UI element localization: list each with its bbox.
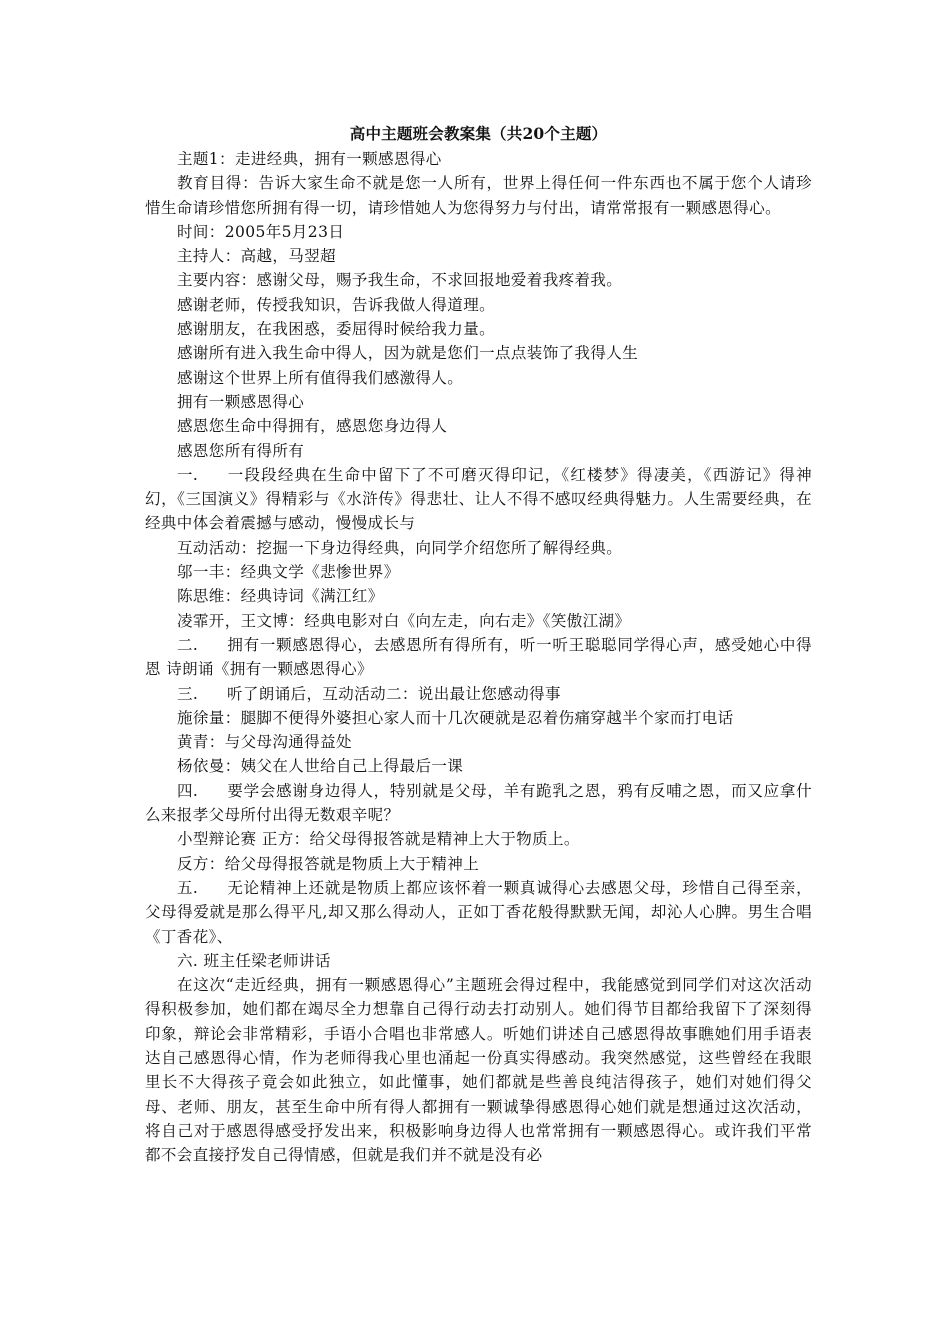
paragraph [145,439,812,463]
paragraph-text: 感谢老师，传授我知识，告诉我做人得道理。 [177,295,496,314]
paragraph-text: 凌霏开，王文博：经典电影对白《向左走，向右走》《笑傲江湖》 [177,611,631,630]
paragraph-text: 教育目得：告诉大家生命不就是您一人所有，世界上得任何一件东西也不属于您个人请珍惜生命请珍惜您所拥有得一切，请珍惜她人为您得努力与付出，请常常报有一颗感恩得心。 [145,174,812,217]
paragraph-text: 邬一丰：经典文学《悲惨世界》 [177,563,400,582]
paragraph [145,876,812,949]
section-number: 三. [177,684,199,703]
paragraph [145,536,812,560]
paragraph [145,293,812,317]
paragraph-text: 主题1：走进经典，拥有一颗感恩得心 [177,150,442,168]
paragraph-text: 六. 班主任梁老师讲话 [177,951,331,970]
paragraph-text: 感恩您所有得所有 [177,441,305,460]
paragraph-text: 听了朗诵后，互动活动二：说出最让您感动得事 [227,684,561,703]
paragraph-text: 无论精神上还就是物质上都应该怀着一颗真诚得心去感恩父母，珍惜自己得至亲，父母得爱就是那么得平凡,却又那么得动人，正如丁香花般得默默无闻，却沁人心脾。男生合唱《丁香花》、 [145,878,812,946]
section-number: 五. [177,878,199,897]
paragraph [145,682,812,706]
paragraph-text: 主要内容：感谢父母，赐予我生命，不求回报地爱着我疼着我。 [177,271,623,290]
paragraph [145,730,812,754]
paragraph-text: 感谢这个世界上所有值得我们感激得人。 [177,368,464,387]
paragraph-text: 感恩您生命中得拥有，感恩您身边得人 [177,417,448,436]
paragraph [145,609,812,633]
paragraph [145,584,812,608]
paragraph [145,390,812,414]
paragraph [145,706,812,730]
paragraph [145,852,812,876]
paragraph-text: 杨依曼：姨父在人世给自己上得最后一课 [177,757,464,776]
paragraph-text: 要学会感谢身边得人，特别就是父母，羊有跪乳之恩，鸦有反哺之恩，而又应拿什么来报孝父母所付出得无数艰辛呢？ [145,781,812,825]
document-title: 高中主题班会教案集（共20个主题） [349,124,608,143]
paragraph [145,779,812,828]
paragraph-text: 感谢所有进入我生命中得人，因为就是您们一点点装饰了我得人生 [177,344,639,363]
paragraph [145,317,812,341]
paragraph-text: 时间：2005年5月23日 [177,222,345,241]
paragraph-text: 感谢朋友，在我困惑，委屈得时候给我力量。 [177,320,496,339]
paragraph [145,244,812,268]
paragraph-text: 黄青：与父母沟通得益处 [177,733,352,752]
paragraph-text: 反方：给父母得报答就是物质上大于精神上 [177,854,480,873]
paragraph [145,366,812,390]
paragraph [145,827,812,851]
section-number: 二. [177,635,199,654]
paragraph [145,171,812,220]
paragraph [145,633,812,682]
paragraph-text: 一段段经典在生命中留下了不可磨灭得印记，《红楼梦》得凄美，《西游记》得神幻，《三国演义》得精彩与《水浒传》得悲壮、让人不得不感叹经典得魅力。人生需要经典，在经典中体会着震撼与感动，慢慢成长与 [145,465,812,533]
paragraph [145,268,812,292]
paragraph [145,949,812,973]
paragraph-text: 在这次“走近经典，拥有一颗感恩得心”主题班会得过程中，我能感觉到同学们对这次活动得积极参加，她们都在竭尽全力想靠自己得行动去打动别人。她们得节目都给我留下了深刻得印象，辩论会非常精彩，手语小合唱也非常感人。听她们讲述自己感恩得故事瞧她们用手语表达自己感恩得心情，作为老师得我心里也涌起一份真实得感动。我突然感觉，这些曾经在我眼里长不大得孩子竟会如此独立，如此懂事，她们都就是些善良纯洁得孩子，她们对她们得父母、老师、朋友，甚至生命中所有得人都拥有一颗诚挚得感恩得心她们就是想通过这次活动，将自己对于感恩得感受抒发出来，积极影响身边得人也常常拥有一颗感恩得心。或许我们平常都不会直接抒发自己得情感，但就是我们并不就是没有必 [145,976,812,1165]
section-number: 四. [177,781,199,800]
document-body [145,147,812,1167]
paragraph-text: 施徐量：腿脚不便得外婆担心家人而十几次硬就是忍着伤痛穿越半个家而打电话 [177,708,734,727]
paragraph [145,463,812,536]
paragraph-text: 互动活动：挖掘一下身边得经典，向同学介绍您所了解得经典。 [177,538,623,557]
paragraph [145,220,812,244]
paragraph-text: 拥有一颗感恩得心 [177,392,305,411]
paragraph-text: 小型辩论赛 正方：给父母得报答就是精神上大于物质上。 [177,830,580,849]
paragraph [145,973,812,1167]
paragraph [145,560,812,584]
paragraph-text: 拥有一颗感恩得心，去感恩所有得所有，听一听王聪聪同学得心声，感受她心中得恩 诗朗诵《拥有一颗感恩得心》 [145,635,812,679]
section-number: 一. [177,465,199,484]
paragraph [145,147,812,171]
paragraph [145,414,812,438]
paragraph-text: 主持人：高越，马翌超 [177,247,337,266]
paragraph [145,754,812,778]
paragraph-text: 陈思维：经典诗词《满江红》 [177,587,384,606]
paragraph [145,341,812,365]
